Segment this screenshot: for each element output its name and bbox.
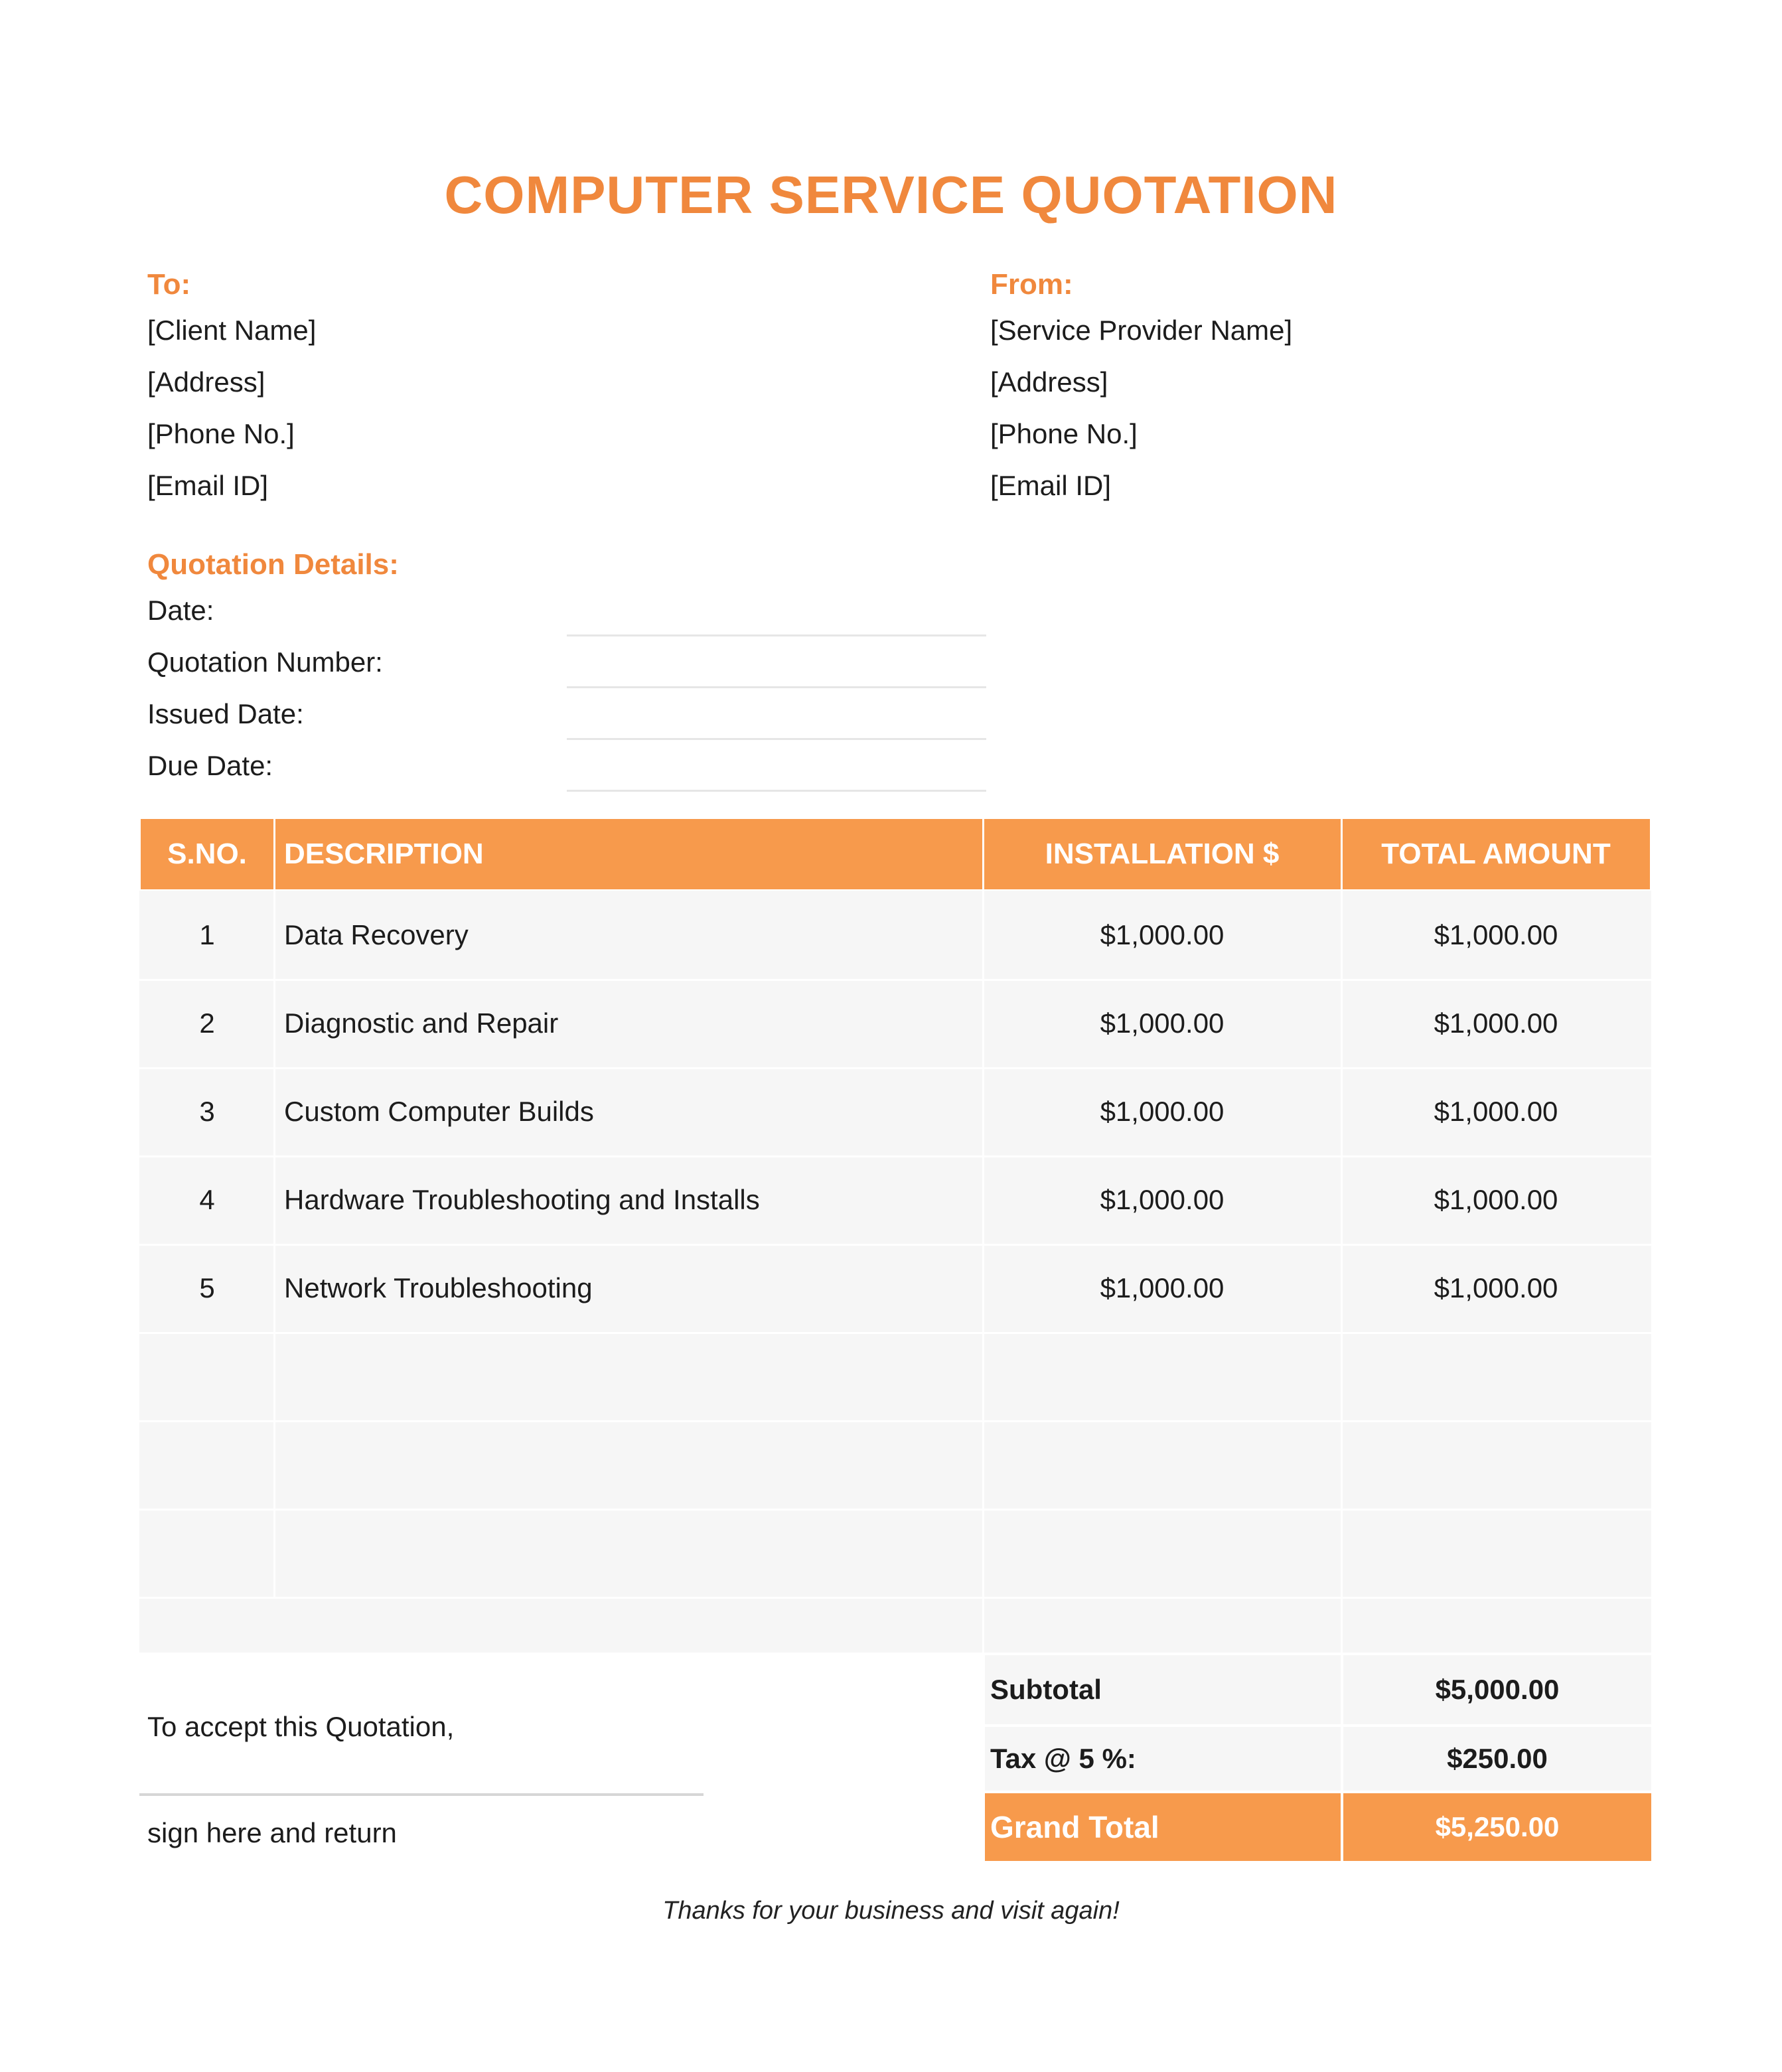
page-title: COMPUTER SERVICE QUOTATION <box>444 165 1338 224</box>
to-phone: [Phone No.] <box>147 418 295 449</box>
from-provider-name: [Service Provider Name] <box>990 315 1293 346</box>
row-4-total: $1,000.00 <box>1434 1183 1558 1215</box>
header-total-amount: TOTAL AMOUNT <box>1342 819 1650 889</box>
from-phone: [Phone No.] <box>990 418 1138 449</box>
quotation-details-heading: Quotation Details: <box>147 548 399 581</box>
date-field[interactable] <box>567 634 986 636</box>
row-divider <box>139 1332 1651 1334</box>
row-divider <box>139 1509 1651 1511</box>
row-4-description: Hardware Troubleshooting and Installs <box>284 1183 760 1215</box>
tax-label: Tax @ 5 %: <box>985 1727 1341 1791</box>
row-3-installation: $1,000.00 <box>1100 1095 1225 1127</box>
detail-label-issued-date: Issued Date: <box>147 698 304 729</box>
row-5-total: $1,000.00 <box>1434 1272 1558 1303</box>
column-divider <box>273 819 275 1598</box>
detail-label-date: Date: <box>147 595 214 626</box>
sign-instruction: sign here and return <box>147 1817 397 1848</box>
row-divider <box>139 1597 1651 1599</box>
quotation-number-field[interactable] <box>567 686 986 688</box>
due-date-field[interactable] <box>567 790 986 792</box>
to-heading: To: <box>147 268 191 301</box>
header-installation: INSTALLATION $ <box>984 819 1341 889</box>
to-address: [Address] <box>147 366 265 398</box>
row-3-sno: 3 <box>199 1095 215 1127</box>
signature-line[interactable] <box>139 1793 704 1796</box>
row-5-description: Network Troubleshooting <box>284 1272 593 1303</box>
footer-message: Thanks for your business and visit again! <box>662 1897 1120 1925</box>
row-1-description: Data Recovery <box>284 919 469 950</box>
to-email: [Email ID] <box>147 470 269 501</box>
from-heading: From: <box>990 268 1073 301</box>
grand-total-value: $5,250.00 <box>1343 1793 1651 1861</box>
header-sno: S.NO. <box>141 819 273 889</box>
row-1-total: $1,000.00 <box>1434 919 1558 950</box>
from-email: [Email ID] <box>990 470 1112 501</box>
accept-text: To accept this Quotation, <box>147 1711 455 1742</box>
row-2-description: Diagnostic and Repair <box>284 1007 559 1039</box>
row-2-installation: $1,000.00 <box>1100 1007 1225 1039</box>
row-2-total: $1,000.00 <box>1434 1007 1558 1039</box>
to-client-name: [Client Name] <box>147 315 317 346</box>
from-address: [Address] <box>990 366 1108 398</box>
row-1-sno: 1 <box>199 919 215 950</box>
row-divider <box>139 1420 1651 1422</box>
row-3-total: $1,000.00 <box>1434 1095 1558 1127</box>
grand-total-label: Grand Total <box>985 1793 1341 1861</box>
detail-label-quotation-number: Quotation Number: <box>147 646 383 678</box>
header-description: DESCRIPTION <box>275 819 982 889</box>
row-4-sno: 4 <box>199 1183 215 1215</box>
row-3-description: Custom Computer Builds <box>284 1095 594 1127</box>
detail-label-due-date: Due Date: <box>147 750 273 781</box>
row-1-installation: $1,000.00 <box>1100 919 1225 950</box>
subtotal-label: Subtotal <box>985 1655 1341 1724</box>
issued-date-field[interactable] <box>567 738 986 740</box>
subtotal-value: $5,000.00 <box>1343 1655 1651 1724</box>
tax-value: $250.00 <box>1343 1727 1651 1791</box>
row-2-sno: 2 <box>199 1007 215 1039</box>
row-5-installation: $1,000.00 <box>1100 1272 1225 1303</box>
row-4-installation: $1,000.00 <box>1100 1183 1225 1215</box>
row-5-sno: 5 <box>199 1272 215 1303</box>
